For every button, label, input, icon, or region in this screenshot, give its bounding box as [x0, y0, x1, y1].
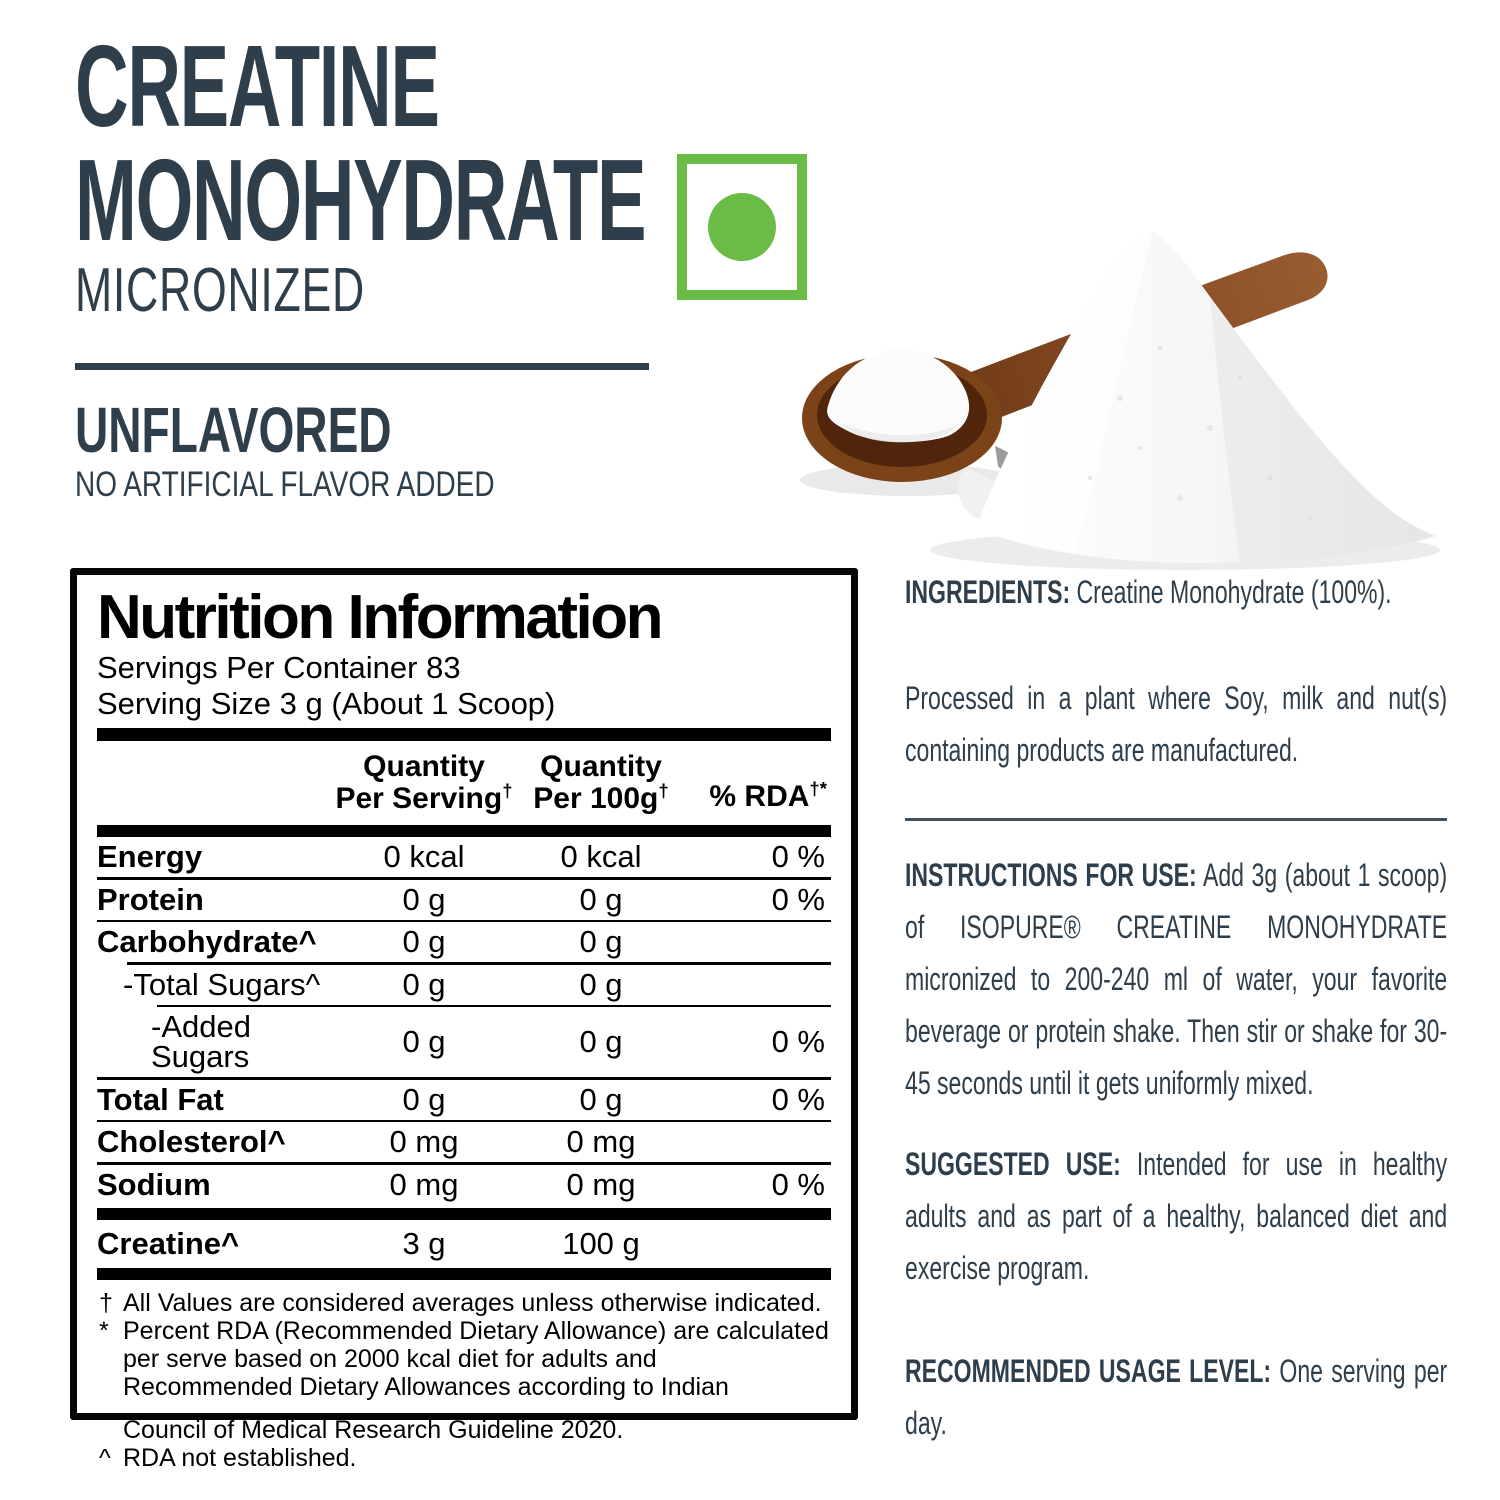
row-per-100g: 0 g: [579, 1081, 623, 1117]
flavor-name: UNFLAVORED: [75, 394, 392, 466]
row-label: Cholesterol^: [97, 1124, 286, 1160]
suggested-use-text: Intended for use in healthy adults and as part of a healthy, balanced diet and exercise program.: [905, 1146, 1448, 1286]
ingredients-section: [905, 566, 1447, 618]
flavor-note: NO ARTIFICIAL FLAVOR ADDED: [75, 465, 495, 504]
row-per-serving: 0 mg: [389, 1166, 459, 1202]
row-label: Creatine^: [97, 1225, 240, 1261]
header-rda: % RDA†*: [709, 778, 827, 814]
thick-bar: [97, 1208, 831, 1220]
footnote-text: RDA not established.: [123, 1443, 357, 1472]
table-row: [97, 837, 831, 877]
header-qty-100g: Quantity Per 100g†: [533, 750, 669, 816]
title-divider: [75, 363, 649, 370]
row-rda: 0 %: [771, 839, 825, 875]
mound-shade: [1210, 298, 1435, 562]
header-qty-serving: Quantity Per Serving†: [335, 750, 513, 816]
row-label: Energy: [97, 839, 203, 875]
table-row: [97, 1165, 831, 1205]
row-label: Total Fat: [97, 1081, 224, 1117]
table-row: [97, 1220, 831, 1268]
row-per-100g: 0 mg: [566, 1124, 636, 1160]
table-row: [97, 922, 831, 962]
row-label: Protein: [97, 881, 204, 917]
row-label: Sodium: [97, 1166, 211, 1202]
row-per-serving: 0 g: [402, 924, 446, 960]
footnote-text: Percent RDA (Recommended Dietary Allowance) are calculated per serve based on 2000 kcal diet for adults and Recommended Dietary Allowances according to Indian: [123, 1316, 829, 1401]
table-row: [97, 1122, 831, 1162]
row-per-100g: 0 g: [579, 966, 623, 1002]
suggested-use-section: [905, 1138, 1447, 1294]
recommended-usage-section: [905, 1345, 1447, 1449]
footnote-marker: *: [99, 1316, 109, 1345]
row-rda: 0 %: [771, 1081, 825, 1117]
row-per-serving: 0 kcal: [383, 839, 465, 875]
table-row: [97, 880, 831, 920]
thick-bar: [97, 825, 831, 837]
instructions-text: Add 3g (about 1 scoop) of ISOPURE® CREATINE MONOHYDRATE micronized to 200-240 ml of water, your favorite beverage or protein shake. Then stir or shake for 30-45 seconds until it gets uniformly mixed.: [905, 857, 1448, 1101]
table-header: [97, 741, 831, 825]
allergen-text: Processed in a plant where Soy, milk and nut(s) containing products are manufactured.: [905, 680, 1448, 768]
row-label: -Total Sugars^: [123, 966, 321, 1002]
row-rda: 0 %: [771, 1166, 825, 1202]
recommended-usage-text: One serving per day.: [905, 1353, 1448, 1441]
allergen-section: [905, 672, 1447, 776]
nutrition-title: Nutrition Information: [97, 583, 661, 652]
footnote: [97, 1317, 831, 1401]
suggested-use-label: SUGGESTED USE:: [905, 1146, 1121, 1182]
footnote-text: All Values are considered averages unless otherwise indicated.: [123, 1288, 822, 1317]
thick-bar: [97, 1268, 831, 1280]
row-rda: 0 %: [771, 1024, 825, 1060]
footnotes: [97, 1289, 831, 1472]
row-per-100g: 0 g: [579, 924, 623, 960]
footnote-marker: †: [99, 1288, 113, 1317]
green-dot-icon: [708, 193, 776, 261]
row-label: Carbohydrate^: [97, 924, 317, 960]
row-per-serving: 0 g: [402, 1024, 446, 1060]
row-per-100g: 0 kcal: [560, 839, 642, 875]
table-row: [97, 1080, 831, 1120]
product-subtitle: MICRONIZED: [75, 256, 365, 325]
row-per-serving: 0 g: [402, 966, 446, 1002]
table-row: [97, 965, 831, 1005]
row-per-serving: 0 g: [402, 1081, 446, 1117]
row-per-100g: 0 mg: [566, 1166, 636, 1202]
product-photo: [790, 148, 1465, 583]
row-per-100g: 0 g: [579, 881, 623, 917]
powder-spoon-illustration: [790, 148, 1465, 583]
footnote-marker: ^: [99, 1443, 111, 1472]
instructions-label: INSTRUCTIONS FOR USE:: [905, 857, 1197, 893]
row-per-100g: 100 g: [562, 1225, 640, 1261]
section-divider: [905, 818, 1447, 821]
footnote-text: Council of Medical Research Guideline 2020.: [123, 1415, 624, 1444]
ingredients-label: INGREDIENTS:: [905, 574, 1071, 610]
row-per-serving: 3 g: [402, 1225, 446, 1261]
table-row: [97, 1007, 831, 1077]
row-per-serving: 0 g: [402, 881, 446, 917]
vegetarian-mark-icon: [677, 154, 807, 300]
row-label: -Added Sugars: [151, 1009, 251, 1075]
servings-per-container: Servings Per Container 83: [97, 650, 461, 686]
nutrition-panel: [70, 568, 858, 1472]
instructions-section: [905, 849, 1447, 1109]
footnote: [97, 1444, 831, 1472]
serving-size: Serving Size 3 g (About 1 Scoop): [97, 686, 556, 722]
row-rda: 0 %: [771, 881, 825, 917]
product-title-line2: MONOHYDRATE: [75, 135, 646, 265]
footnote: [97, 1289, 831, 1317]
recommended-usage-label: RECOMMENDED USAGE LEVEL:: [905, 1353, 1272, 1389]
thick-bar: [97, 728, 831, 741]
ingredients-text: Creatine Monohydrate (100%).: [1076, 574, 1392, 610]
row-per-serving: 0 mg: [389, 1124, 459, 1160]
row-per-100g: 0 g: [579, 1024, 623, 1060]
product-title-line1: CREATINE: [75, 21, 439, 151]
footnote: [97, 1416, 831, 1444]
